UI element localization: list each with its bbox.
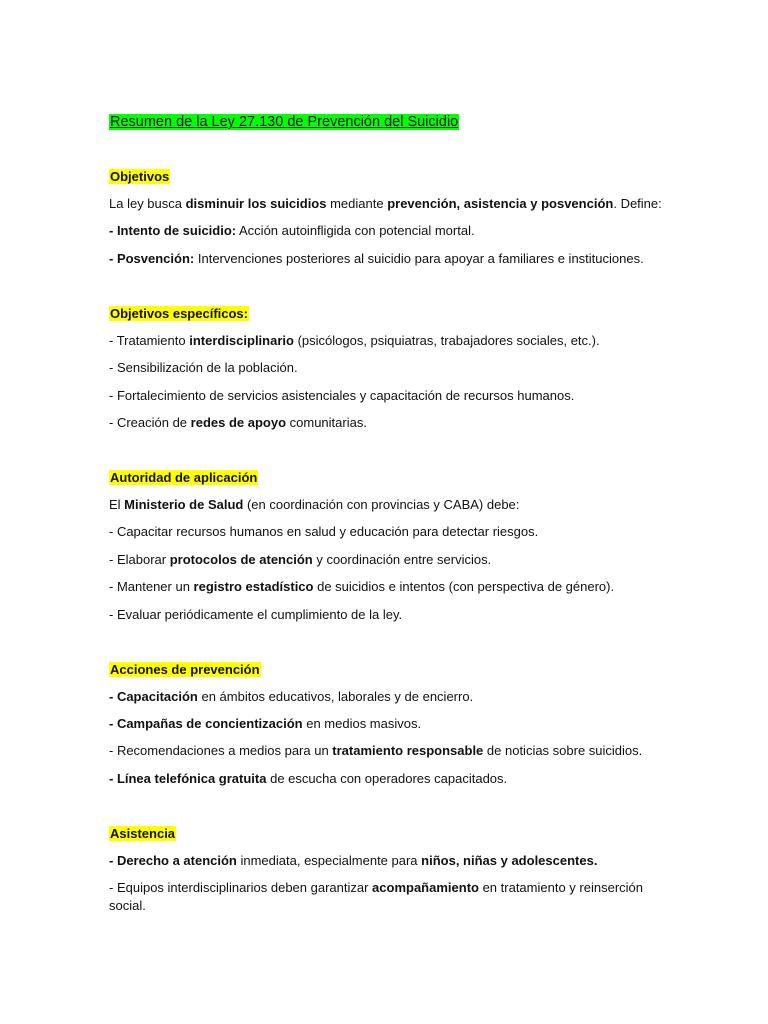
bold-text: protocolos de atención <box>169 551 313 567</box>
bold-text: interdisciplinario <box>189 332 294 348</box>
paragraph <box>109 496 669 514</box>
paragraph <box>109 387 669 405</box>
text-run: - Evaluar periódicamente el cumplimiento de la ley. <box>109 606 403 622</box>
bold-text: Ministerio de Salud <box>124 496 244 512</box>
paragraph <box>109 222 669 240</box>
text-run: de escucha con operadores capacitados. <box>266 770 508 786</box>
paragraph <box>109 195 669 213</box>
text-run: en tratamiento y reinserción social. <box>109 880 643 914</box>
paragraph <box>109 715 669 733</box>
section <box>109 305 669 432</box>
section-heading-line <box>109 305 669 323</box>
text-run: - Fortalecimiento de servicios asistenciales y capacitación de recursos humanos. <box>109 387 575 403</box>
text-run: en ámbitos educativos, laborales y de encierro. <box>197 688 474 704</box>
text-run: El <box>109 496 125 512</box>
text-run: (psicólogos, psiquiatras, trabajadores sociales, etc.). <box>293 332 600 348</box>
text-run: Acción autoinfligida con potencial mortal. <box>236 223 475 239</box>
paragraph <box>109 852 669 870</box>
text-run: - Sensibilización de la población. <box>109 360 298 376</box>
bold-text: - Campañas de concientización <box>109 715 303 731</box>
bold-text: registro estadístico <box>193 579 314 595</box>
bold-text: - Capacitación <box>109 688 198 704</box>
bold-text: prevención, asistencia y posvención <box>387 196 614 211</box>
bold-text: - Derecho a atención <box>109 852 237 868</box>
paragraph <box>109 551 669 569</box>
bold-text: - Intento de suicidio: <box>109 223 237 239</box>
text-run: La ley busca <box>109 196 186 211</box>
text-run: de suicidios e intentos (con perspectiva de género). <box>313 579 615 595</box>
bold-text: redes de apoyo <box>190 414 287 430</box>
text-run: mediante <box>326 196 388 211</box>
document-body <box>109 113 669 952</box>
bold-text: disminuir los suicidios <box>185 196 327 211</box>
paragraph <box>109 770 669 788</box>
bold-text: tratamiento responsable <box>332 743 484 759</box>
paragraph <box>109 688 669 706</box>
paragraph <box>109 578 669 596</box>
section-heading-line <box>109 469 669 487</box>
section-heading: Objetivos específicos: <box>110 305 248 321</box>
section <box>109 168 669 268</box>
text-run: (en coordinación con provincias y CABA) debe: <box>243 496 520 512</box>
bold-text: acompañamiento <box>372 880 479 896</box>
text-run: - Elaborar <box>109 551 170 567</box>
section <box>109 661 669 788</box>
section <box>109 825 669 915</box>
section-heading: Asistencia <box>110 825 176 841</box>
text-run: - Capacitar recursos humanos en salud y educación para detectar riesgos. <box>109 524 539 540</box>
text-run: de noticias sobre suicidios. <box>483 743 643 759</box>
text-run: inmediata, especialmente para <box>236 852 422 868</box>
bold-text: - Posvención: <box>109 250 195 266</box>
text-run: - Equipos interdisciplinarios deben garantizar <box>109 880 373 896</box>
bold-text: - Línea telefónica gratuita <box>109 770 267 786</box>
text-run: - Tratamiento <box>109 332 190 348</box>
section-heading: Acciones de prevención <box>110 661 260 677</box>
section-heading: Autoridad de aplicación <box>110 469 258 485</box>
section-heading-line <box>109 168 669 186</box>
text-run: comunitarias. <box>286 414 367 430</box>
paragraph <box>109 742 669 760</box>
title-line <box>109 113 669 131</box>
document-title: Resumen de la Ley 27.130 de Prevención del Suicidio <box>110 114 459 130</box>
text-run: - Recomendaciones a medios para un <box>109 743 333 759</box>
paragraph <box>109 414 669 432</box>
text-run: - Creación de <box>109 414 191 430</box>
text-run: en medios masivos. <box>302 715 422 731</box>
text-run: . Define: <box>613 196 662 211</box>
text-run: - Mantener un <box>109 579 194 595</box>
text-run: y coordinación entre servicios. <box>312 551 492 567</box>
sections-container <box>109 168 669 915</box>
section-heading-line <box>109 661 669 679</box>
section <box>109 469 669 624</box>
paragraph <box>109 332 669 350</box>
section-heading: Objetivos <box>110 169 170 184</box>
paragraph <box>109 359 669 377</box>
paragraph <box>109 879 669 915</box>
section-heading-line <box>109 825 669 843</box>
bold-text: niños, niñas y adolescentes. <box>421 852 598 868</box>
paragraph <box>109 523 669 541</box>
text-run: Intervenciones posteriores al suicidio para apoyar a familiares e instituciones. <box>194 250 644 266</box>
paragraph <box>109 606 669 624</box>
paragraph <box>109 250 669 268</box>
